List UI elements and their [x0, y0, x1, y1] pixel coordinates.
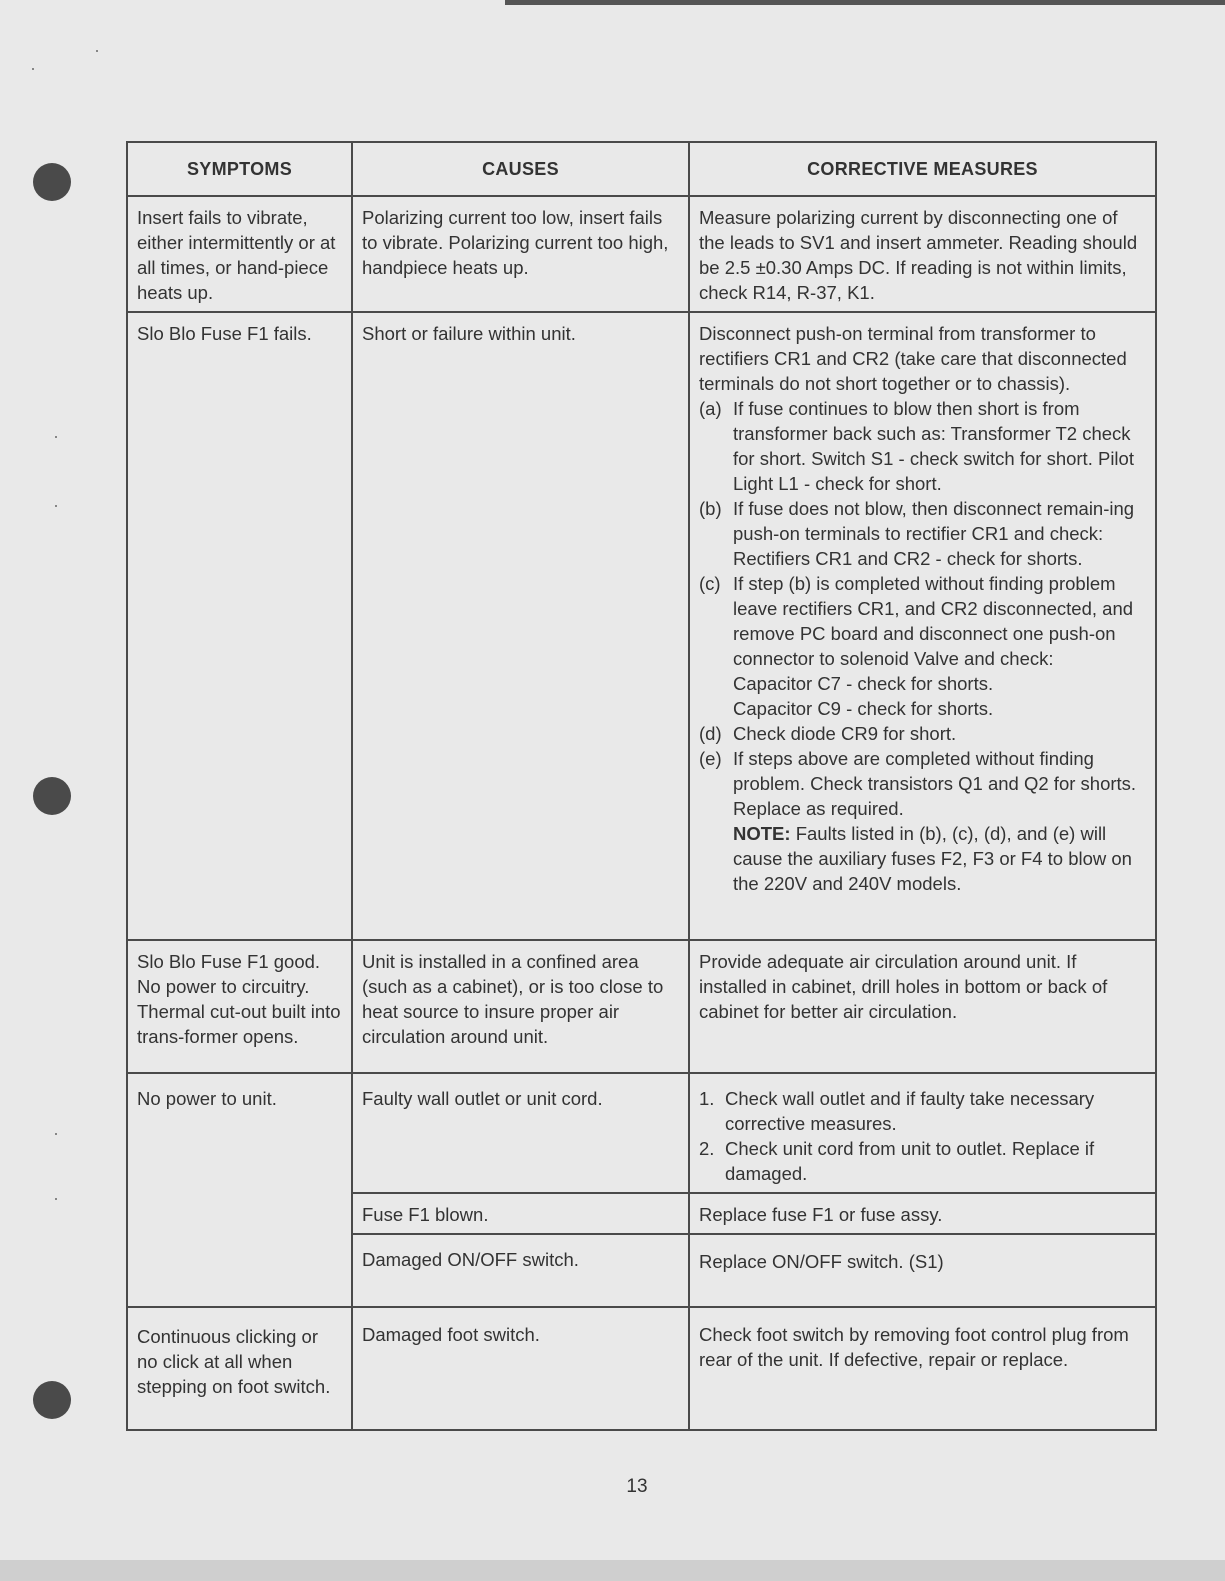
step-a: (a) If fuse continues to blow then short is from transformer back such as: Transformer T2 check for short. Switch S1 - check switch for short. Pilot Light L1 - check for short. [699, 398, 1134, 494]
step-c-detail: Capacitor C9 - check for shorts. [733, 698, 994, 719]
header-symptoms: SYMPTOMS [127, 142, 352, 196]
measure-intro: Disconnect push-on terminal from transformer to rectifiers CR1 and CR2 (take care that disconnected terminals do not short together or to chassis). [699, 323, 1127, 394]
symptom-cell: No power to unit. [137, 1088, 277, 1109]
binder-hole [33, 777, 71, 815]
cause-cell: Polarizing current too low, insert fails to vibrate. Polarizing current too high, handpiece heats up. [362, 207, 669, 278]
note-text: Faults listed in (b), (c), (d), and (e) will cause the auxiliary fuses F2, F3 or F4 to blow on the 220V and 240V models. [733, 823, 1132, 894]
cause-cell: Damaged ON/OFF switch. [362, 1249, 579, 1270]
table-row [127, 196, 1156, 312]
step-e: (e) If steps above are completed without finding problem. Check transistors Q1 and Q2 for shorts. Replace as required. [699, 748, 1137, 819]
step-d: (d) Check diode CR9 for short. [699, 723, 957, 744]
speck [32, 68, 34, 70]
note-label: NOTE: [733, 823, 791, 844]
cause-cell: Fuse F1 blown. [362, 1204, 489, 1225]
table-row [127, 1073, 1156, 1193]
page-number: 13 [626, 1476, 648, 1497]
measure-cell [690, 313, 1155, 902]
measure-cell: Replace ON/OFF switch. (S1) [699, 1251, 944, 1272]
step-b-detail: Rectifiers CR1 and CR2 - check for shorts. [733, 548, 1083, 569]
table-row [127, 1307, 1156, 1430]
symptom-cell: Slo Blo Fuse F1 fails. [137, 323, 312, 344]
table-header-row [127, 142, 1156, 196]
cause-cell: Faulty wall outlet or unit cord. [362, 1088, 603, 1109]
symptom-cell: Insert fails to vibrate, either intermittently or at all times, or hand-piece heats up. [137, 207, 336, 303]
bottom-edge-band [0, 1560, 1225, 1581]
note [733, 821, 1147, 896]
step-c-detail: Capacitor C7 - check for shorts. [733, 673, 994, 694]
measure-cell: Provide adequate air circulation around unit. If installed in cabinet, drill holes in bottom or back of cabinet for better air circulation. [699, 951, 1108, 1022]
speck [96, 50, 98, 52]
header-causes: CAUSES [352, 142, 689, 196]
speck [55, 1133, 57, 1135]
measure-cell: Check foot switch by removing foot control plug from rear of the unit. If defective, repair or replace. [699, 1324, 1129, 1370]
cause-cell: Unit is installed in a confined area (such as a cabinet), or is too close to heat source to insure proper air circulation around unit. [362, 951, 664, 1047]
top-edge-rule [505, 0, 1225, 5]
binder-hole [33, 1381, 71, 1419]
symptom-cell: Slo Blo Fuse F1 good. No power to circuitry. Thermal cut-out built into trans-former opens. [137, 951, 341, 1047]
table-row [127, 312, 1156, 940]
header-corrective-measures: CORRECTIVE MEASURES [689, 142, 1156, 196]
step-b: (b) If fuse does not blow, then disconnect remain-ing push-on terminals to rectifier CR1 and check: [699, 498, 1135, 544]
table-row [127, 940, 1156, 1073]
measure-cell: Measure polarizing current by disconnecting one of the leads to SV1 and insert ammeter. Reading should be 2.5 ±0.30 Amps DC. If reading is not within limits, check R14, R-37, K1. [699, 207, 1138, 303]
measure-cell [690, 1074, 1155, 1192]
measure-cell: Replace fuse F1 or fuse assy. [699, 1204, 943, 1225]
symptom-cell: Continuous clicking or no click at all when stepping on foot switch. [137, 1326, 331, 1397]
speck [55, 436, 57, 438]
cause-cell: Short or failure within unit. [362, 323, 576, 344]
numbered-item: 1. Check wall outlet and if faulty take necessary corrective measures. [699, 1088, 1095, 1134]
cause-cell: Damaged foot switch. [362, 1324, 540, 1345]
step-c: (c) If step (b) is completed without finding problem leave rectifiers CR1, and CR2 disconnected, and remove PC board and disconnect one push-on connector to solenoid Valve and check: [699, 573, 1134, 669]
speck [55, 1198, 57, 1200]
speck [55, 505, 57, 507]
numbered-item: 2. Check unit cord from unit to outlet. Replace if damaged. [699, 1138, 1095, 1184]
binder-hole [33, 163, 71, 201]
troubleshooting-table [126, 141, 1157, 1431]
